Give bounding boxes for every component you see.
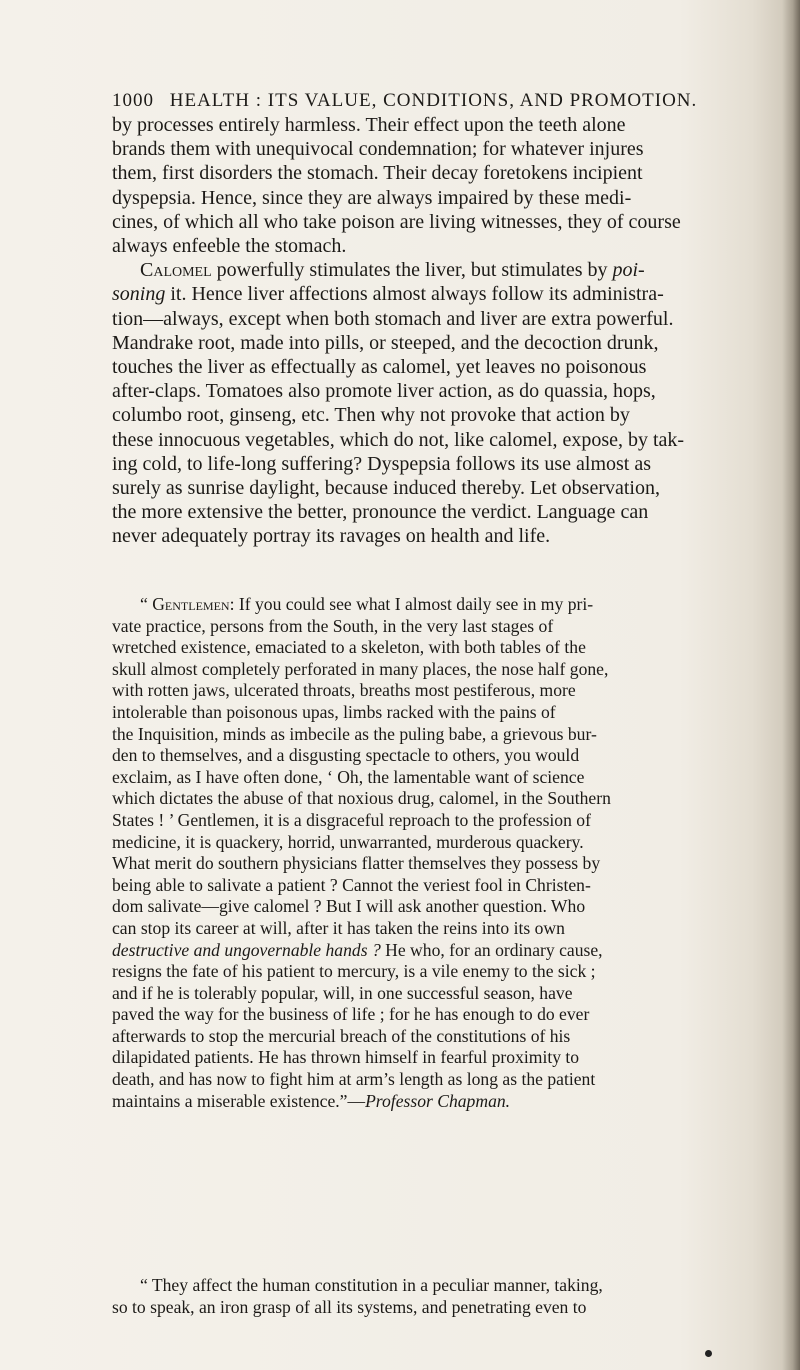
text-line: the more extensive the better, pronounce the verdict. Language can — [112, 501, 649, 524]
text-line: these innocuous vegetables, which do not, like calomel, expose, by tak- — [112, 428, 685, 451]
italic-span: poi- — [612, 259, 645, 282]
text-line: by processes entirely harmless. Their effect upon the teeth alone — [112, 114, 626, 136]
text-line: dilapidated patients. He has thrown himself in fearful proximity to — [112, 1047, 580, 1068]
text-span: : If you could see what I almost daily see in my pri- — [229, 594, 594, 614]
text-line: so to speak, an iron grasp of all its systems, and penetrating even to — [112, 1296, 587, 1317]
text-line: den to themselves, and a disgusting spectacle to others, you would — [112, 745, 580, 766]
text-line: brands them with unequivocal condemnation; for whatever injures — [112, 138, 644, 161]
page-edge-shadow — [782, 0, 800, 1370]
text-line: afterwards to stop the mercurial breach of the constitutions of his — [112, 1025, 571, 1046]
text-line: dyspepsia. Hence, since they are always impaired by these medi- — [112, 186, 632, 209]
text-line: vate practice, persons from the South, in the very last stages of — [112, 615, 554, 636]
text-line: wretched existence, emaciated to a skeleton, with both tables of the — [112, 637, 586, 658]
text-line: after-claps. Tomatoes also promote liver action, as do quassia, hops, — [112, 380, 656, 403]
text-line: can stop its career at will, after it has taken the reins into its own — [112, 917, 565, 938]
running-head — [112, 90, 752, 112]
text-line: intolerable than poisonous upas, limbs racked with the pains of — [112, 701, 556, 722]
text-line: them, first disorders the stomach. Their decay foretokens incipient — [112, 162, 643, 185]
text-line: “ Gentlemen: If you could see what I almost daily see in my pri- — [140, 594, 594, 614]
text-line: skull almost completely perforated in many places, the nose half gone, — [112, 658, 609, 679]
text-line — [112, 258, 762, 282]
chapman-quotation — [112, 594, 762, 1112]
calomel-lead: Calomel — [140, 259, 212, 282]
text-line: States ! ’ Gentlemen, it is a disgraceful reproach to the profession of — [112, 809, 591, 830]
text-span: powerfully stimulates the liver, but stimulates by — [211, 259, 613, 282]
text-line: cines, of which all who take poison are living witnesses, they of course — [112, 210, 681, 233]
page-number: 1000 — [112, 90, 154, 111]
text-line — [112, 1091, 762, 1113]
text-line: “ They affect the human constitution in a peculiar manner, taking, — [140, 1275, 603, 1295]
text-line: ing cold, to life-long suffering? Dyspepsia follows its use almost as — [112, 452, 651, 475]
text-line: tion—always, except when both stomach and liver are extra powerful. — [112, 307, 674, 330]
paragraph-teeth — [112, 113, 762, 258]
text-line: What merit do southern physicians flatter themselves they possess by — [112, 853, 601, 874]
text-line: and if he is tolerably popular, will, in one successful season, have — [112, 982, 573, 1003]
text-line: the Inquisition, minds as imbecile as the puling babe, a grievous bur- — [112, 723, 597, 744]
text-line: surely as sunrise daylight, because induced thereby. Let observation, — [112, 477, 660, 500]
text-line: touches the liver as effectually as calomel, yet leaves no poisonous — [112, 356, 647, 379]
gentlemen-lead: Gentlemen — [152, 594, 230, 614]
text-line: resigns the fate of his patient to mercury, is a vile enemy to the sick ; — [112, 961, 596, 982]
text-line — [112, 940, 762, 962]
text-span: it. Hence liver affections almost always follow its administra- — [165, 283, 664, 306]
text-line: with rotten jaws, ulcerated throats, breaths most pestiferous, more — [112, 680, 576, 701]
text-line: columbo root, ginseng, etc. Then why not provoke that action by — [112, 404, 630, 427]
text-line: paved the way for the business of life ; for he has enough to do ever — [112, 1004, 590, 1025]
text-span: maintains a miserable existence.”— — [112, 1090, 366, 1111]
text-line: which dictates the abuse of that noxious drug, calomel, in the Southern — [112, 788, 611, 809]
text-line: exclaim, as I have often done, ‘ Oh, the lamentable want of science — [112, 766, 585, 787]
text-span: He who, for an ordinary cause, — [380, 939, 603, 960]
running-title: HEALTH : ITS VALUE, CONDITIONS, AND PROMOTION. — [169, 90, 698, 111]
text-line: medicine, it is quackery, horrid, unwarranted, murderous quackery. — [112, 831, 584, 852]
italic-span: soning — [112, 283, 166, 306]
text-line: Mandrake root, made into pills, or steeped, and the decoction drunk, — [112, 331, 659, 354]
text-line: never adequately portray its ravages on health and life. — [112, 525, 551, 548]
text-line: death, and has now to fight him at arm’s length as long as the patient — [112, 1069, 596, 1090]
italic-span: destructive and ungovernable hands ? — [112, 939, 381, 960]
body-text — [112, 113, 762, 549]
attribution: Professor Chapman. — [365, 1090, 511, 1111]
text-line — [112, 282, 762, 306]
text-line: being able to salivate a patient ? Cannot the veriest fool in Christen- — [112, 874, 591, 895]
text-line: dom salivate—give calomel ? But I will ask another question. Who — [112, 896, 586, 917]
ink-spot — [705, 1350, 712, 1357]
second-quotation — [112, 1275, 762, 1318]
text-line: always enfeeble the stomach. — [112, 235, 347, 258]
paragraph-calomel — [112, 258, 762, 548]
